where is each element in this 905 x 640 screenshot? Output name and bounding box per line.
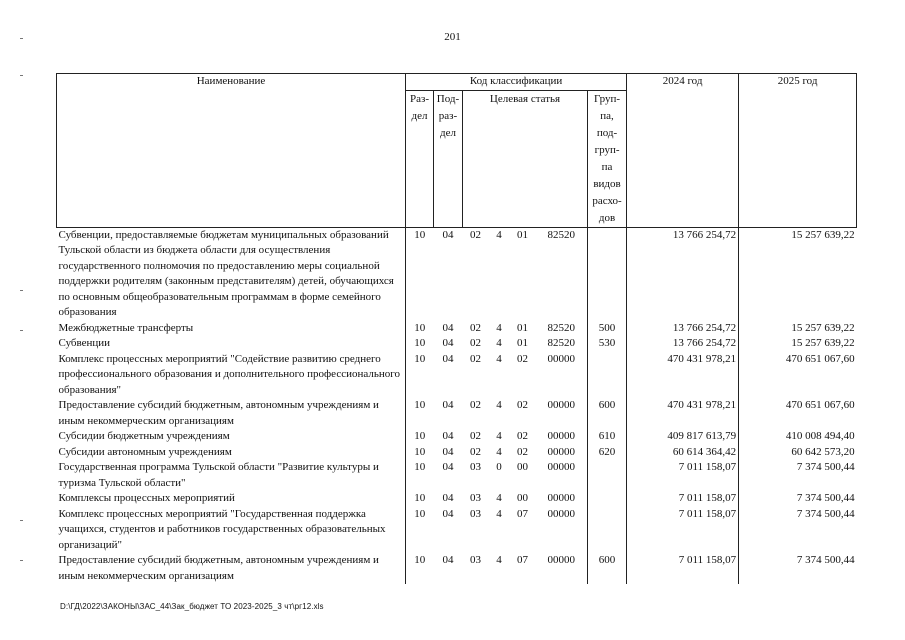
row-target-type: 4 bbox=[496, 492, 502, 504]
row-name: Субсидии бюджетным учреждениям bbox=[57, 429, 406, 445]
row-amount-2025: 7 374 500,44 bbox=[739, 460, 857, 491]
row-amount-2024: 13 766 254,72 bbox=[627, 336, 739, 352]
row-expense-group: 500 bbox=[588, 321, 627, 337]
table-row bbox=[57, 352, 857, 399]
row-subsection: 04 bbox=[442, 492, 454, 504]
row-section: 10 bbox=[414, 492, 426, 504]
row-amount-2025: 470 651 067,60 bbox=[739, 352, 857, 399]
row-name: Комплексы процессных мероприятий bbox=[57, 491, 406, 507]
row-subsection: 04 bbox=[442, 554, 454, 566]
row-target-event: 00 bbox=[517, 492, 528, 504]
row-expense-group: 530 bbox=[588, 336, 627, 352]
row-subsection: 04 bbox=[442, 399, 454, 411]
table-row bbox=[57, 321, 857, 337]
row-target-type: 4 bbox=[496, 321, 502, 334]
header-target-article: Целевая статья bbox=[463, 90, 588, 227]
row-expense-group: 600 bbox=[588, 553, 627, 584]
row-target-event: 02 bbox=[517, 445, 528, 458]
row-section: 10 bbox=[414, 228, 426, 241]
header-year-2024: 2024 год bbox=[627, 74, 739, 228]
header-year-2025: 2025 год bbox=[739, 74, 857, 228]
header-expense-group: Груп- па, под- груп- па видов расхо- дов bbox=[588, 90, 627, 227]
row-target-type: 4 bbox=[496, 352, 502, 365]
row-amount-2025: 410 008 494,40 bbox=[739, 429, 857, 445]
row-amount-2024: 7 011 158,07 bbox=[627, 491, 739, 507]
row-name: Межбюджетные трансферты bbox=[57, 321, 406, 337]
row-amount-2024: 470 431 978,21 bbox=[627, 352, 739, 399]
row-name: Субвенции bbox=[57, 336, 406, 352]
row-target-event: 07 bbox=[517, 507, 528, 520]
row-amount-2024: 13 766 254,72 bbox=[627, 227, 739, 321]
row-target-direction: 82520 bbox=[547, 321, 575, 334]
row-target-event: 02 bbox=[517, 399, 528, 411]
row-target-direction: 00000 bbox=[547, 352, 575, 365]
row-target-type: 4 bbox=[496, 554, 502, 566]
row-subsection: 04 bbox=[442, 461, 454, 473]
row-target-event: 01 bbox=[517, 228, 528, 241]
row-expense-group: 600 bbox=[588, 398, 627, 429]
row-name: Субвенции, предоставляемые бюджетам муниципальных образований Тульской области из бюджета области для осуществления государственного полномочия по предоставлению меры социальной поддержки родителям (законным представителям) детей, обучающихся по основным общеобразовательным программам в форме семейного образования bbox=[57, 227, 406, 321]
row-target-event: 02 bbox=[517, 430, 528, 442]
row-amount-2025: 7 374 500,44 bbox=[739, 507, 857, 554]
row-target-program: 02 bbox=[470, 430, 481, 442]
row-amount-2025: 15 257 639,22 bbox=[739, 227, 857, 321]
row-section: 10 bbox=[414, 507, 426, 520]
row-target-program: 02 bbox=[470, 399, 481, 411]
row-target-type: 4 bbox=[496, 399, 502, 411]
budget-table bbox=[56, 73, 857, 584]
table-row bbox=[57, 553, 857, 584]
row-target-direction: 82520 bbox=[547, 228, 575, 241]
table-row bbox=[57, 507, 857, 554]
row-target-type: 4 bbox=[496, 337, 502, 349]
row-target-event: 01 bbox=[517, 337, 528, 349]
row-target-event: 02 bbox=[517, 352, 528, 365]
row-expense-group bbox=[588, 491, 627, 507]
row-subsection: 04 bbox=[442, 445, 454, 458]
row-target-event: 00 bbox=[517, 461, 528, 473]
row-amount-2025: 7 374 500,44 bbox=[739, 553, 857, 584]
row-target-program: 02 bbox=[470, 321, 481, 334]
row-target-program: 02 bbox=[470, 228, 481, 241]
row-name: Предоставление субсидий бюджетным, автономным учреждениям и иным некоммерческим организациям bbox=[57, 553, 406, 584]
table-row bbox=[57, 398, 857, 429]
header-name: Наименование bbox=[57, 74, 406, 228]
footer-file-path: D:\ГД\2022\ЗАКОНЫ\ЗАС_44\Зак_бюджет ТО 2023-2025_3 чт\рг12.xls bbox=[60, 602, 324, 611]
row-target-direction: 00000 bbox=[547, 430, 575, 442]
row-target-type: 4 bbox=[496, 430, 502, 442]
header-classification-code: Код классификации bbox=[406, 74, 627, 91]
table-row bbox=[57, 445, 857, 461]
row-name: Государственная программа Тульской области "Развитие культуры и туризма Тульской области" bbox=[57, 460, 406, 491]
row-target-type: 0 bbox=[496, 461, 502, 473]
row-target-direction: 82520 bbox=[547, 337, 575, 349]
row-subsection: 04 bbox=[442, 337, 454, 349]
header-subsection: Под- раз- дел bbox=[434, 90, 463, 227]
row-target-direction: 00000 bbox=[547, 445, 575, 458]
row-subsection: 04 bbox=[442, 228, 454, 241]
table-body bbox=[57, 227, 857, 584]
row-target-event: 01 bbox=[517, 321, 528, 334]
row-target-program: 02 bbox=[470, 337, 481, 349]
row-section: 10 bbox=[414, 399, 426, 411]
row-target-type: 4 bbox=[496, 445, 502, 458]
row-section: 10 bbox=[414, 337, 426, 349]
margin-mark bbox=[20, 560, 23, 561]
row-target-direction: 00000 bbox=[547, 461, 575, 473]
row-target-program: 03 bbox=[470, 461, 481, 473]
row-subsection: 04 bbox=[442, 507, 454, 520]
row-target-direction: 00000 bbox=[547, 507, 575, 520]
row-target-event: 07 bbox=[517, 554, 528, 566]
row-subsection: 04 bbox=[442, 321, 454, 334]
row-target-program: 03 bbox=[470, 554, 481, 566]
row-amount-2024: 7 011 158,07 bbox=[627, 460, 739, 491]
row-amount-2024: 409 817 613,79 bbox=[627, 429, 739, 445]
row-amount-2024: 470 431 978,21 bbox=[627, 398, 739, 429]
row-amount-2025: 60 642 573,20 bbox=[739, 445, 857, 461]
row-target-direction: 00000 bbox=[547, 492, 575, 504]
margin-mark bbox=[20, 38, 23, 39]
row-target-program: 03 bbox=[470, 507, 481, 520]
row-target-program: 02 bbox=[470, 445, 481, 458]
row-subsection: 04 bbox=[442, 430, 454, 442]
row-amount-2024: 60 614 364,42 bbox=[627, 445, 739, 461]
row-target-direction: 00000 bbox=[547, 554, 575, 566]
page-number: 201 bbox=[444, 31, 461, 43]
margin-mark bbox=[20, 330, 23, 331]
row-amount-2024: 13 766 254,72 bbox=[627, 321, 739, 337]
row-target-program: 03 bbox=[470, 492, 481, 504]
row-name: Комплекс процессных мероприятий "Содействие развитию среднего профессионального образования и дополнительного профессионального образования" bbox=[57, 352, 406, 399]
row-name: Субсидии автономным учреждениям bbox=[57, 445, 406, 461]
margin-mark bbox=[20, 290, 23, 291]
margin-mark bbox=[20, 75, 23, 76]
row-expense-group: 610 bbox=[588, 429, 627, 445]
table-row bbox=[57, 491, 857, 507]
row-section: 10 bbox=[414, 461, 426, 473]
header-section: Раз- дел bbox=[406, 90, 434, 227]
table-row bbox=[57, 336, 857, 352]
row-target-program: 02 bbox=[470, 352, 481, 365]
margin-mark bbox=[20, 520, 23, 521]
row-section: 10 bbox=[414, 445, 426, 458]
row-amount-2024: 7 011 158,07 bbox=[627, 507, 739, 554]
row-expense-group bbox=[588, 507, 627, 554]
row-name: Комплекс процессных мероприятий "Государственная поддержка учащихся, студентов и работников государственных образовательных организаций" bbox=[57, 507, 406, 554]
row-subsection: 04 bbox=[442, 352, 454, 365]
row-target-type: 4 bbox=[496, 228, 502, 241]
table-row bbox=[57, 227, 857, 321]
row-amount-2025: 470 651 067,60 bbox=[739, 398, 857, 429]
table-row bbox=[57, 429, 857, 445]
row-amount-2025: 15 257 639,22 bbox=[739, 336, 857, 352]
row-amount-2025: 15 257 639,22 bbox=[739, 321, 857, 337]
row-target-type: 4 bbox=[496, 507, 502, 520]
table-header bbox=[57, 74, 857, 228]
table-row bbox=[57, 460, 857, 491]
row-expense-group bbox=[588, 460, 627, 491]
row-name: Предоставление субсидий бюджетным, автономным учреждениям и иным некоммерческим организациям bbox=[57, 398, 406, 429]
row-target-direction: 00000 bbox=[547, 399, 575, 411]
row-amount-2025: 7 374 500,44 bbox=[739, 491, 857, 507]
row-expense-group bbox=[588, 352, 627, 399]
row-section: 10 bbox=[414, 430, 426, 442]
row-section: 10 bbox=[414, 321, 426, 334]
row-section: 10 bbox=[414, 352, 426, 365]
row-section: 10 bbox=[414, 554, 426, 566]
row-expense-group: 620 bbox=[588, 445, 627, 461]
row-expense-group bbox=[588, 227, 627, 321]
row-amount-2024: 7 011 158,07 bbox=[627, 553, 739, 584]
